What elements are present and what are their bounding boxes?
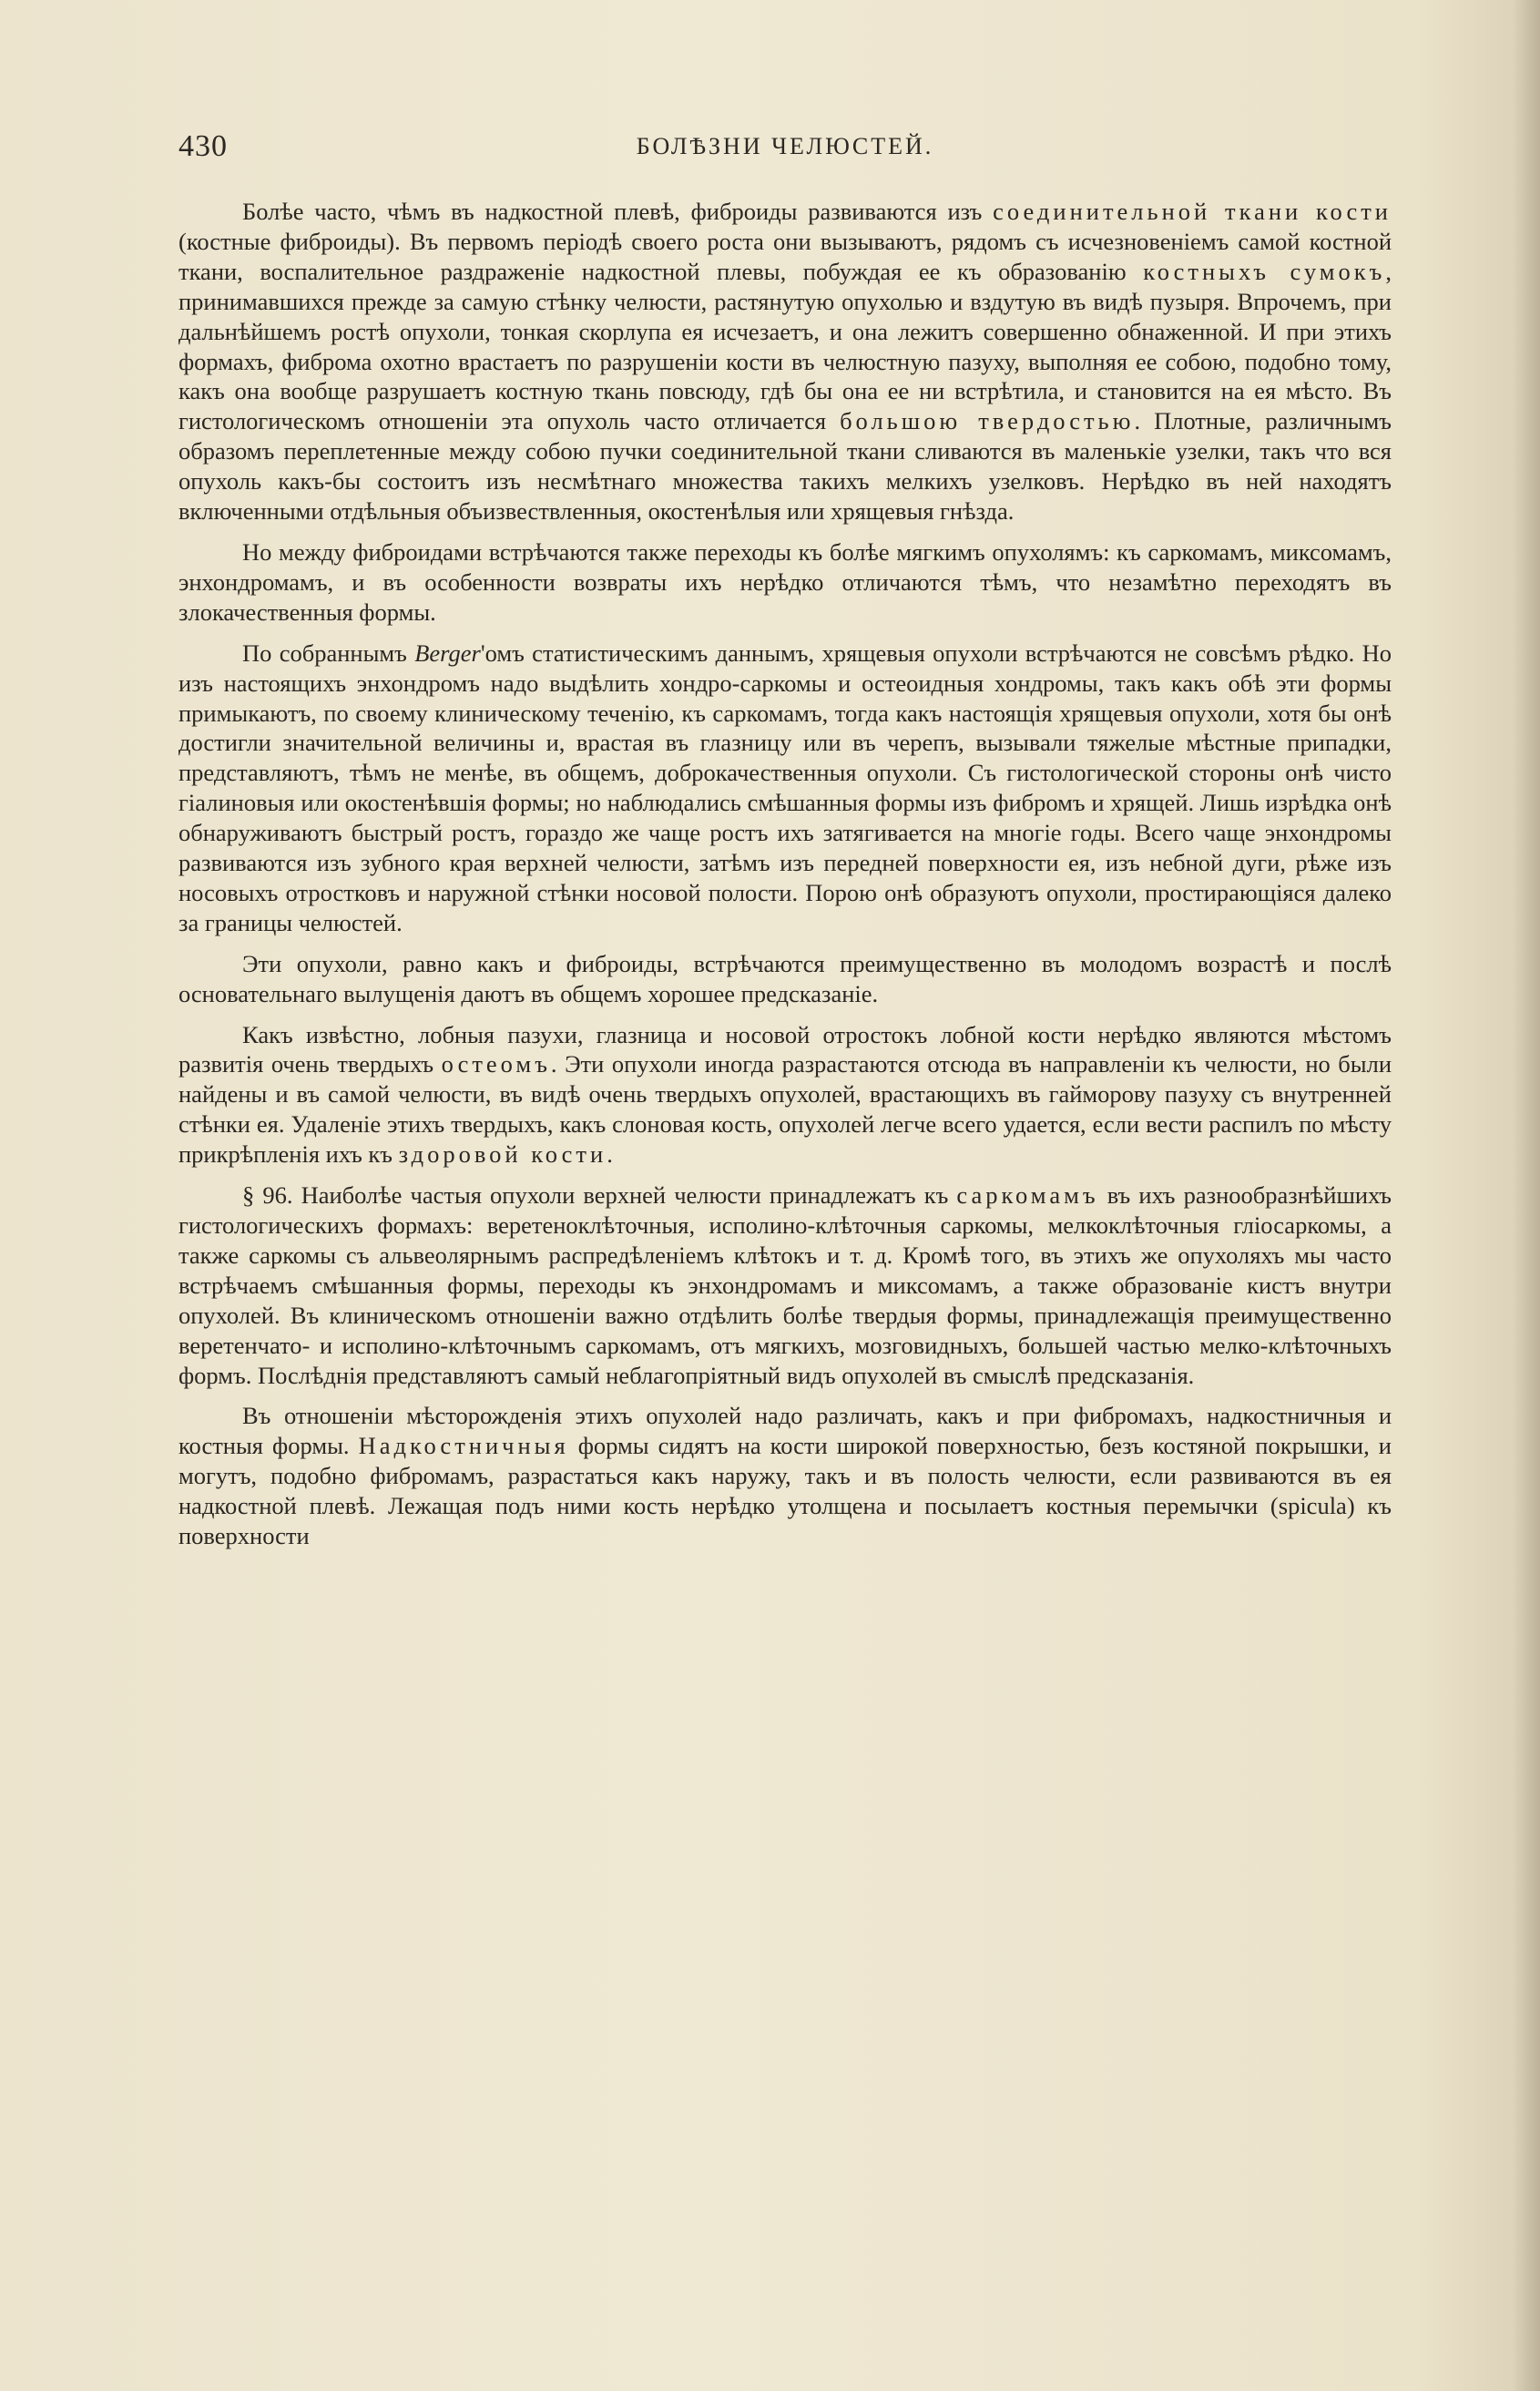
text-run: . Плотные, различнымъ образомъ переплетенные между собою пучки соединительной ткани сливаются въ маленькіе узелки, такъ что вся опухоль какъ-бы состоитъ изъ несмѣтнаго множества такихъ мелкихъ узелковъ. Нерѣдко въ ней находятъ включенными отдѣльныя объизвествленныя, окостенѣлыя или хрящевыя гнѣзда. (178, 407, 1392, 526)
spaced-emphasis-text: остеомъ (441, 1050, 551, 1078)
spaced-emphasis-text: большою твердостью (840, 407, 1135, 435)
text-run: формы сидятъ на кости широкой поверхностью, безъ костяной покрышки, и могутъ, подобно фибромамъ, разрастаться какъ наружу, такъ и въ полость челюсти, если развиваются въ ея надкостной плевѣ. Лежащая подъ ними кость нерѣдко утолщена и посылаетъ костныя перемычки (spicula) къ поверхности (178, 1432, 1392, 1550)
spaced-emphasis-text: здоровой кости (398, 1140, 607, 1169)
text-run: Но между фиброидами встрѣчаются также переходы къ болѣе мягкимъ опухолямъ: къ саркомамъ, миксомамъ, энхондромамъ, и въ особенности возвраты ихъ нерѣдко отличаются тѣмъ, что незамѣтно переходятъ въ злокачественныя формы. (178, 537, 1392, 626)
spaced-emphasis-text: соединительной ткани кости (993, 198, 1392, 225)
paragraph (178, 949, 1392, 1009)
text-run: Какъ извѣстно, лобныя пазухи, глазница и носовой отростокъ лобной кости нерѣдко являются мѣстомъ развитія очень твердыхъ (178, 1020, 1392, 1078)
paragraph (178, 639, 1392, 938)
italic-name-text: Berger (414, 639, 481, 667)
page-header (178, 129, 1392, 166)
spaced-emphasis-text: Надкостничныя (358, 1432, 569, 1460)
text-run: По собраннымъ (242, 639, 415, 667)
text-run: § 96. Наиболѣе частыя опухоли верхней челюсти принадлежатъ къ (242, 1181, 957, 1210)
paragraph (178, 1020, 1392, 1170)
spaced-emphasis-text: костныхъ сумокъ (1143, 257, 1386, 285)
running-head: БОЛѢЗНИ ЧЕЛЮСТЕЙ. (636, 133, 934, 159)
text-run: . Эти опухоли иногда разрастаются отсюда въ направленіи къ челюсти, но были найдены и въ самой челюсти, въ видѣ очень твердыхъ опухолей, врастающихъ въ гайморову пазуху съ внутренней стѣнки ея. Удаленіе этихъ твердыхъ, какъ слоновая кость, опухолей легче всего удается, если вести распилъ по мѣсту прикрѣпленія ихъ къ (178, 1050, 1392, 1169)
text-run: 'омъ статистическимъ даннымъ, хрящевыя опухоли встрѣчаются не совсѣмъ рѣдко. Но изъ настоящихъ энхондромъ надо выдѣлить хондро-саркомы и остеоидныя хондромы, такъ какъ обѣ эти формы примыкаютъ, по своему клиническому теченію, къ саркомамъ, тогда какъ настоящія хрящевыя опухоли, хотя бы онѣ достигли значительной величины и, врастая въ глазницу или въ черепъ, вызывали тяжелые мѣстные припадки, представляютъ, тѣмъ не менѣе, въ общемъ, доброкачественныя опухоли. Съ гистологической стороны онѣ чисто гіалиновыя или окостенѣвшія формы; но наблюдались смѣшанныя формы изъ фибромъ и хрящей. Лишь изрѣдка онѣ обнаруживаютъ быстрый ростъ, гораздо же чаще ростъ ихъ затягивается на многіе годы. Всего чаще энхондромы развиваются изъ зубного края верхней челюсти, затѣмъ изъ передней поверхности ея, изъ небной дуги, рѣже изъ носовыхъ отростковъ и наружной стѣнки носовой полости. Порою онѣ образуютъ опухоли, простирающіяся далеко за границы челюстей. (178, 639, 1392, 936)
page-edge-shadow (1513, 0, 1540, 2391)
paragraph (178, 1401, 1392, 1551)
text-run: Болѣе часто, чѣмъ въ надкостной плевѣ, фиброиды развиваются изъ (242, 198, 994, 225)
paragraph (178, 197, 1392, 526)
page-number: 430 (178, 129, 228, 163)
body-text (178, 197, 1392, 1551)
text-run: . (607, 1140, 613, 1169)
paragraph (178, 1180, 1392, 1390)
text-run: Въ отношеніи мѣсторожденія этихъ опухолей надо различать, какъ и при фибромахъ, надкостничныя и костныя формы. (178, 1402, 1392, 1460)
text-run: въ ихъ разнообразнѣйшихъ гистологическихъ формахъ: веретеноклѣточныя, исполино-клѣточныя саркомы, мелкоклѣточныя гліосаркомы, а также саркомы съ альвеолярнымъ распредѣленіемъ клѣтокъ и т. д. Кромѣ того, въ этихъ же опухоляхъ мы часто встрѣчаемъ смѣшанныя формы, переходы къ энхондромамъ и миксомамъ, а также образованіе кистъ внутри опухолей. Въ клиническомъ отношеніи важно отдѣлить болѣе твердыя формы, принадлежащія преимущественно веретенчато- и исполино-клѣточнымъ саркомамъ, отъ мягкихъ, мозговидныхъ, большей частью мелко-клѣточныхъ формъ. Послѣднія представляютъ самый неблагопріятный видъ опухолей въ смыслѣ предсказанія. (178, 1181, 1392, 1389)
text-run: Эти опухоли, равно какъ и фиброиды, встрѣчаются преимущественно въ молодомъ возрастѣ и послѣ основательнаго вылущенія даютъ въ общемъ хорошее предсказаніе. (178, 949, 1392, 1007)
text-run: , принимавшихся прежде за самую стѣнку челюсти, растянутую опухолью и вздутую въ видѣ пузыря. Впрочемъ, при дальнѣйшемъ ростѣ опухоли, тонкая скорлупа ея исчезаетъ, и она лежитъ совершенно обнаженной. И при этихъ формахъ, фиброма охотно врастаетъ по разрушеніи кости въ челюстную пазуху, выполняя ее собою, подобно тому, какъ она вообще разрушаетъ костную ткань повсюду, гдѣ бы она ее ни встрѣтила, и становится на ея мѣсто. Въ гистологическомъ отношеніи эта опухоль часто отличается (178, 257, 1392, 435)
paragraph (178, 537, 1392, 628)
text-run: (костные фиброиды). Въ первомъ періодѣ своего роста они вызываютъ, рядомъ съ исчезновеніемъ самой костной ткани, воспалительное раздраженіе надкостной плевы, побуждая ее къ образованію (178, 227, 1392, 285)
spaced-emphasis-text: саркомамъ (956, 1181, 1099, 1210)
